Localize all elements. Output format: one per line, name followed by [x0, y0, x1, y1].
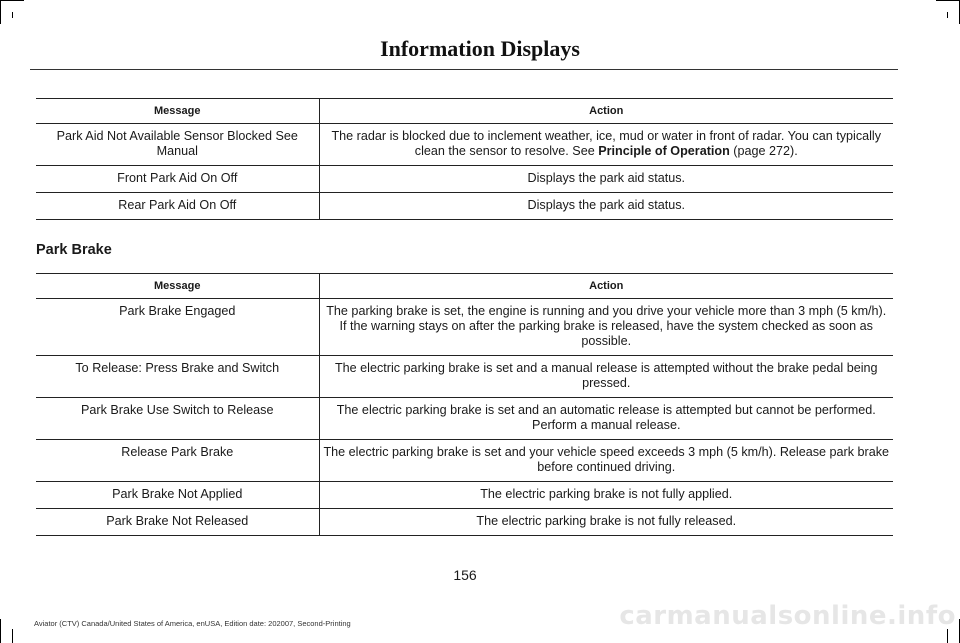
watermark: carmanualsonline.info: [619, 601, 956, 631]
cross-reference: Principle of Operation: [598, 144, 730, 158]
table-row: [36, 356, 893, 398]
crop-mark: [947, 629, 948, 643]
page-number: 156: [453, 567, 477, 583]
message-cell: Park Brake Not Applied: [36, 482, 319, 509]
table-header-row: [36, 274, 893, 299]
message-cell: Park Aid Not Available Sensor Blocked See Manual: [36, 124, 319, 166]
table-row: [36, 509, 893, 536]
message-cell: Park Brake Not Released: [36, 509, 319, 536]
table-row: [36, 299, 893, 356]
header-action: Action: [319, 99, 893, 124]
message-cell: Front Park Aid On Off: [36, 166, 319, 193]
action-cell: The parking brake is set, the engine is running and you drive your vehicle more than 3 mph (5 km/h). If the warning stays on after the parking brake is released, have the system checked as soon as possible.: [319, 299, 893, 356]
crop-mark: [12, 629, 13, 643]
action-cell: The electric parking brake is not fully released.: [319, 509, 893, 536]
message-cell: To Release: Press Brake and Switch: [36, 356, 319, 398]
action-cell: Displays the park aid status.: [319, 166, 893, 193]
crop-mark: [0, 0, 1, 24]
table-row: [36, 482, 893, 509]
action-text: (page 272).: [729, 144, 798, 158]
header-action: Action: [319, 274, 893, 299]
action-cell: The electric parking brake is set and an automatic release is attempted but cannot be performed. Perform a manual release.: [319, 398, 893, 440]
table-row: [36, 124, 893, 166]
message-cell: Rear Park Aid On Off: [36, 193, 319, 220]
table-row: [36, 398, 893, 440]
section-heading: Park Brake: [36, 242, 112, 258]
page-title: Information Displays: [380, 36, 580, 61]
park-aid-table: [36, 98, 893, 220]
header-message: Message: [36, 274, 319, 299]
action-cell: The electric parking brake is set and a manual release is attempted without the brake pedal being pressed.: [319, 356, 893, 398]
crop-mark: [0, 0, 24, 1]
table-row: [36, 440, 893, 482]
crop-mark: [0, 619, 1, 643]
action-cell: The electric parking brake is set and your vehicle speed exceeds 3 mph (5 km/h). Release park brake before continued driving.: [319, 440, 893, 482]
message-cell: Park Brake Engaged: [36, 299, 319, 356]
title-rule: [30, 69, 898, 70]
table-row: [36, 166, 893, 193]
message-cell: Park Brake Use Switch to Release: [36, 398, 319, 440]
action-cell: Displays the park aid status.: [319, 193, 893, 220]
footer-edition-text: Aviator (CTV) Canada/United States of America, enUSA, Edition date: 202007, Second-Printing: [34, 619, 351, 628]
crop-mark: [12, 12, 13, 18]
action-cell: The electric parking brake is not fully applied.: [319, 482, 893, 509]
crop-mark: [936, 0, 960, 1]
action-cell: [319, 124, 893, 166]
action-text: The radar is blocked due to inclement weather, ice, mud or water in front of radar. You can typically clean the sensor to resolve. See: [331, 129, 882, 158]
park-brake-table: [36, 273, 893, 536]
table-row: [36, 193, 893, 220]
message-cell: Release Park Brake: [36, 440, 319, 482]
table-header-row: [36, 99, 893, 124]
header-message: Message: [36, 99, 319, 124]
crop-mark: [947, 12, 948, 18]
